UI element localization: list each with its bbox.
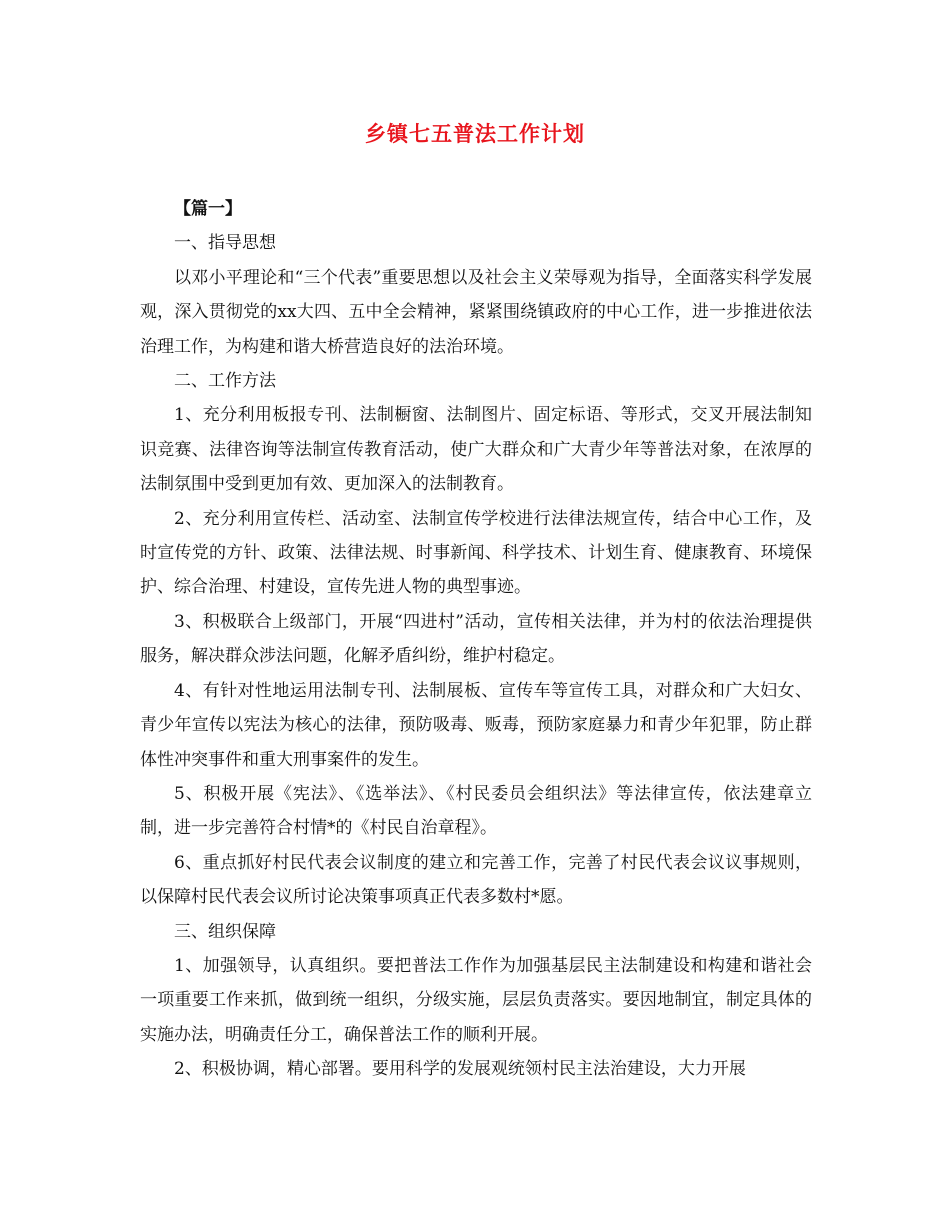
paragraph: 6、重点抓好村民代表会议制度的建立和完善工作，完善了村民代表会议议事规则，以保障村民代表会议所讨论决策事项真正代表多数村*愿。: [140, 852, 812, 908]
part-label: 【篇一】: [174, 199, 242, 219]
section-heading-3: 三、组织保障: [174, 921, 276, 942]
document-title: 乡镇七五普法工作计划: [365, 122, 585, 146]
section-heading-2: 二、工作方法: [174, 371, 276, 392]
paragraph: 1、充分利用板报专刊、法制橱窗、法制图片、固定标语、等形式，交叉开展法制知识竞赛、法律咨询等法制宣传教育活动，使广大群众和广大青少年等普法对象，在浓厚的法制氛围中受到更加有效、更加深入的法制教育。: [140, 405, 812, 495]
section-heading-1: 一、指导思想: [174, 233, 276, 254]
document-body: [140, 192, 812, 1087]
paragraph: 2、积极协调，精心部署。要用科学的发展观统领村民主法治建设，大力开展: [174, 1059, 746, 1080]
paragraph: 5、积极开展《宪法》、《选举法》、《村民委员会组织法》等法律宣传，依法建章立制，进一步完善符合村情*的《村民自治章程》。: [140, 783, 812, 839]
paragraph: 3、积极联合上级部门，开展“四进村”活动，宣传相关法律，并为村的依法治理提供服务，解决群众涉法问题，化解矛盾纠纷，维护村稳定。: [140, 611, 812, 667]
paragraph: 以邓小平理论和“三个代表”重要思想以及社会主义荣辱观为指导，全面落实科学发展观，深入贯彻党的xx大四、五中全会精神，紧紧围绕镇政府的中心工作，进一步推进依法治理工作，为构建和谐大桥营造良好的法治环境。: [140, 267, 812, 357]
paragraph: 2、充分利用宣传栏、活动室、法制宣传学校进行法律法规宣传，结合中心工作，及时宣传党的方针、政策、法律法规、时事新闻、科学技术、计划生育、健康教育、环境保护、综合治理、村建设，宣传先进人物的典型事迹。: [140, 508, 812, 598]
paragraph: 4、有针对性地运用法制专刊、法制展板、宣传车等宣传工具，对群众和广大妇女、青少年宣传以宪法为核心的法律，预防吸毒、贩毒，预防家庭暴力和青少年犯罪，防止群体性冲突事件和重大刑事案件的发生。: [140, 680, 812, 770]
paragraph: 1、加强领导，认真组织。要把普法工作作为加强基层民主法制建设和构建和谐社会一项重要工作来抓，做到统一组织，分级实施，层层负责落实。要因地制宜，制定具体的实施办法，明确责任分工，确保普法工作的顺利开展。: [140, 955, 812, 1045]
